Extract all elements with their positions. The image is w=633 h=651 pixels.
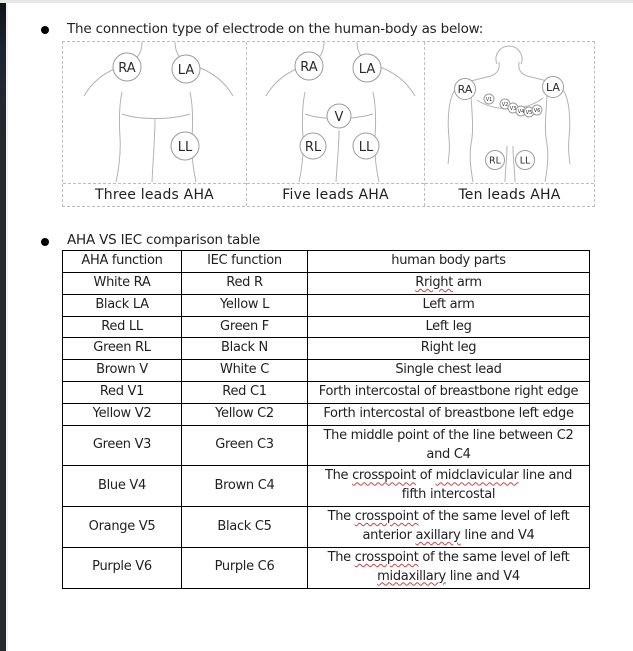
table-row — [63, 316, 590, 338]
svg-text:LL: LL — [358, 140, 374, 155]
electrode-v — [327, 104, 351, 128]
svg-text:RA: RA — [457, 83, 473, 96]
three-leads-caption: Three leads AHA — [63, 183, 246, 206]
electrode-ll — [171, 132, 199, 160]
table-cell: Left leg — [308, 316, 590, 338]
table-cell: The crosspoint of the same level of left anterior axillary line and V4 — [308, 507, 590, 548]
svg-text:LL: LL — [177, 140, 193, 155]
table-cell: Purple V6 — [63, 547, 182, 588]
five-leads-caption: Five leads AHA — [247, 183, 424, 206]
svg-text:RA: RA — [300, 60, 318, 75]
misspelled-word: midaxillary — [377, 568, 446, 584]
comparison-bullet-text: AHA VS IEC comparison table — [67, 232, 261, 248]
table-cell: Blue V4 — [63, 466, 182, 507]
figure-cell-five-leads — [247, 42, 425, 206]
table-row — [63, 547, 590, 588]
table-cell: The middle point of the line between C2 and C4 — [308, 425, 590, 466]
table-row — [63, 382, 590, 404]
table-cell: Red V1 — [63, 382, 182, 404]
table-cell: Purple C6 — [182, 547, 308, 588]
misspelled-word: axillary — [415, 527, 461, 543]
table-cell: Rright arm — [308, 272, 590, 294]
table-cell: Brown C4 — [182, 466, 308, 507]
table-header-row — [63, 251, 590, 273]
svg-text:V2: V2 — [501, 102, 509, 108]
header-aha-function: AHA function — [63, 251, 182, 273]
table-row — [63, 507, 590, 548]
figure-cell-three-leads — [63, 42, 247, 206]
svg-text:V: V — [334, 110, 344, 125]
electrode-figure-box — [62, 41, 595, 207]
electrode-ll — [516, 151, 535, 170]
table-cell: Yellow C2 — [182, 403, 308, 425]
svg-text:LA: LA — [177, 63, 195, 78]
electrode-ll — [353, 133, 379, 159]
table-cell: Black C5 — [182, 507, 308, 548]
header-iec-function: IEC function — [182, 251, 308, 273]
svg-text:V4: V4 — [517, 109, 525, 115]
viewer-left-edge-bar — [0, 3, 8, 651]
misspelled-word: crosspoint — [352, 468, 416, 484]
table-cell: Red C1 — [182, 382, 308, 404]
table-cell: The crosspoint of midclavicular line and fifth intercostal — [308, 466, 590, 507]
table-cell: Yellow L — [182, 294, 308, 316]
svg-text:V5: V5 — [525, 110, 533, 116]
table-cell: Green RL — [63, 338, 182, 360]
table-cell: Single chest lead — [308, 360, 590, 382]
table-body — [63, 272, 590, 588]
table-row — [63, 360, 590, 382]
misspelled-word: crosspoint — [354, 549, 419, 565]
electrode-la — [353, 54, 381, 82]
electrode-la — [172, 55, 200, 83]
svg-text:LL: LL — [519, 155, 531, 167]
table-cell: Green V3 — [63, 425, 182, 466]
svg-text:V6: V6 — [533, 108, 541, 114]
table-cell: Black LA — [63, 294, 182, 316]
electrode-ra — [295, 52, 323, 80]
three-leads-diagram — [63, 42, 246, 183]
table-row — [63, 338, 590, 360]
electrode-ra — [113, 53, 141, 81]
electrode-rl — [486, 151, 505, 170]
window-top-strip — [0, 0, 633, 3]
table-row — [63, 425, 590, 466]
svg-text:V1: V1 — [485, 97, 493, 103]
svg-text:RL: RL — [304, 140, 322, 155]
table-cell: Left arm — [308, 294, 590, 316]
table-cell: Red R — [182, 272, 308, 294]
svg-text:LA: LA — [546, 81, 560, 94]
five-leads-diagram — [247, 42, 424, 183]
table-cell: White C — [182, 360, 308, 382]
ten-leads-caption: Ten leads AHA — [425, 183, 594, 206]
table-cell: Red LL — [63, 316, 182, 338]
table-cell: The crosspoint of the same level of left midaxillary line and V4 — [308, 547, 590, 588]
figure-cell-ten-leads — [425, 42, 594, 206]
svg-text:RA: RA — [118, 61, 136, 76]
table-cell: White RA — [63, 272, 182, 294]
bullet-icon — [41, 26, 49, 34]
table-cell: Forth intercostal of breastbone right edge — [308, 382, 590, 404]
table-cell: Black N — [182, 338, 308, 360]
table-cell: Green C3 — [182, 425, 308, 466]
table-row — [63, 403, 590, 425]
table-row — [63, 272, 590, 294]
electrode-v6 — [532, 105, 542, 115]
table-cell: Forth intercostal of breastbone left edge — [308, 403, 590, 425]
table-row — [63, 294, 590, 316]
header-body-parts: human body parts — [308, 251, 590, 273]
electrode-rl — [300, 133, 326, 159]
table-cell: Yellow V2 — [63, 403, 182, 425]
ten-leads-diagram — [425, 42, 594, 183]
svg-text:RL: RL — [489, 155, 501, 167]
comparison-table — [62, 250, 590, 589]
electrode-ra — [455, 79, 476, 100]
misspelled-word: crosspoint — [354, 509, 419, 525]
table-cell: Green F — [182, 316, 308, 338]
misspelled-word: Rright — [415, 274, 454, 290]
bullet-icon — [41, 238, 49, 246]
electrode-la — [543, 77, 564, 98]
misspelled-word: midclavicular — [435, 468, 519, 484]
table-cell: Orange V5 — [63, 507, 182, 548]
electrode-v1 — [484, 94, 494, 104]
svg-text:V3: V3 — [509, 106, 517, 112]
svg-text:LA: LA — [358, 62, 376, 77]
table-row — [63, 466, 590, 507]
table-cell: Right leg — [308, 338, 590, 360]
table-cell: Brown V — [63, 360, 182, 382]
connection-bullet-text: The connection type of electrode on the human-body as below: — [67, 21, 484, 37]
